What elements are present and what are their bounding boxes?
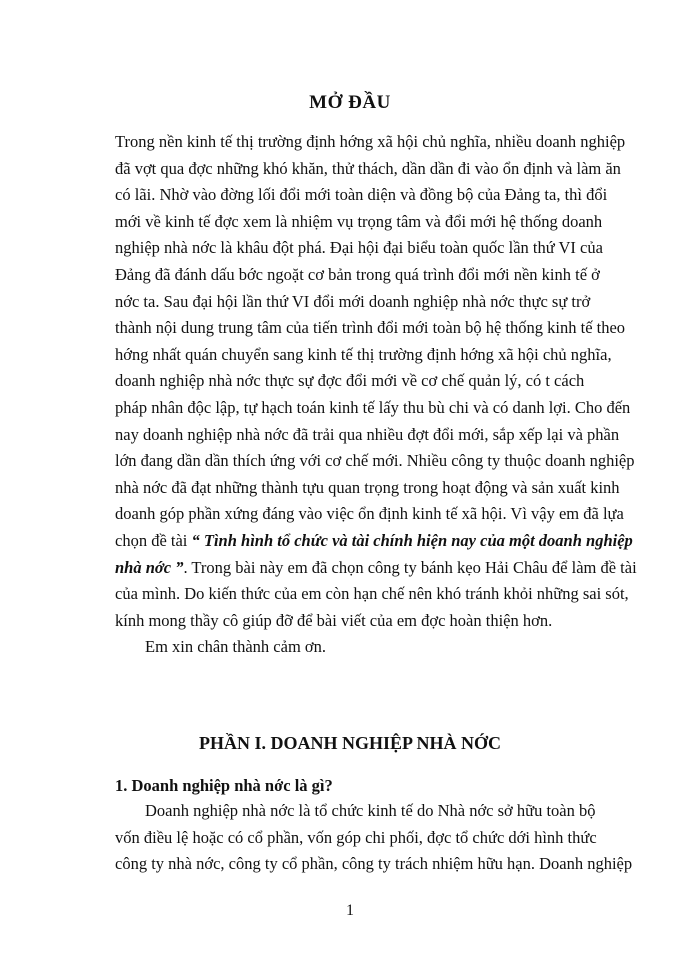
text-line: lớn đang dần dần thích ứng với cơ chế mới. Nhiều công ty thuộc doanh nghiệp xyxy=(115,451,635,471)
text-line: pháp nhân độc lập, tự hạch toán kinh tế lấy thu bù chi và có danh lợi. Cho đến xyxy=(115,397,631,417)
topic-line xyxy=(115,555,640,582)
topic-line xyxy=(115,528,640,555)
text-line: doanh góp phần xứng đáng vào việc ổn định kinh tế xã hội. Vì vậy em đã lựa xyxy=(115,504,624,524)
subheading: 1. Doanh nghiệp nhà nớc là gì? xyxy=(115,776,333,795)
text-line: công ty nhà nớc, công ty cổ phần, công ty trách nhiệm hữu hạn. Doanh nghiệp xyxy=(115,854,633,874)
text-line: kính mong thầy cô giúp đỡ để bài viết của em đợc hoàn thiện hơn. xyxy=(115,610,553,630)
text-line: có lãi. Nhờ vào đờng lối đổi mới toàn diện và đồng bộ của Đảng ta, thì đổi xyxy=(115,185,608,205)
text-line: nghiệp nhà nớc là khâu đột phá. Đại hội đại biểu toàn quốc lần thứ VI của xyxy=(115,238,603,258)
text-line: nay doanh nghiệp nhà nớc đã trải qua nhiều đợt đổi mới, sắp xếp lại và phần xyxy=(115,424,620,444)
text-line: doanh nghiệp nhà nớc thực sự đợc đổi mới về cơ chế quản lý, có t cách xyxy=(115,371,585,391)
text-line: của mình. Do kiến thức của em còn hạn chế nên khó tránh khỏi những sai sót, xyxy=(115,584,629,604)
section-title: PHẦN I. DOANH NGHIỆP NHÀ NỚC xyxy=(198,733,501,753)
text-line: nớc ta. Sau đại hội lần thứ VI đổi mới doanh nghiệp nhà nớc thực sự trở xyxy=(115,291,591,311)
text-line: mới về kinh tế đợc xem là nhiệm vụ trọng tâm và đổi mới hệ thống doanh xyxy=(115,211,603,231)
text-line: đã vợt qua đợc những khó khăn, thử thách, dần dần đi vào ổn định và làm ăn xyxy=(115,158,621,178)
text-line: Trong nền kinh tế thị trường định hớng xã hội chủ nghĩa, nhiều doanh nghiệp xyxy=(115,132,626,151)
text-line: Đảng đã đánh dấu bớc ngoặt cơ bản trong quá trình đổi mới nền kinh tế ở xyxy=(115,264,600,284)
text-line: vốn điều lệ hoặc có cổ phần, vốn góp chi phối, đợc tổ chức dới hình thức xyxy=(115,827,597,847)
intro-paragraph xyxy=(115,129,640,661)
text-line: nhà nớc đã đạt những thành tựu quan trọng trong hoạt động và sản xuất kinh xyxy=(115,477,620,497)
page-title: MỞ ĐẦU xyxy=(309,92,391,113)
section-paragraph xyxy=(115,798,640,878)
topic-prefix: chọn đề tài xyxy=(115,530,192,550)
text-line: Doanh nghiệp nhà nớc là tổ chức kinh tế do Nhà nớc sở hữu toàn bộ xyxy=(145,801,596,820)
page-number: 1 xyxy=(346,902,354,919)
text-line: thành nội dung trung tâm của tiến trình đổi mới toàn bộ hệ thống kinh tế theo xyxy=(115,318,626,338)
topic-title: “ Tình hình tổ chức và tài chính hiện nay của một doanh nghiệp xyxy=(191,530,633,550)
topic-suffix: . Trong bài này em đã chọn công ty bánh kẹo Hải Châu để làm đề tài xyxy=(183,557,637,577)
text-line: hớng nhất quán chuyển sang kinh tế thị trường định hớng xã hội chủ nghĩa, xyxy=(115,344,612,364)
thanks-line: Em xin chân thành cảm ơn. xyxy=(145,637,327,657)
topic-title-end: nhà nớc ” xyxy=(115,557,184,577)
